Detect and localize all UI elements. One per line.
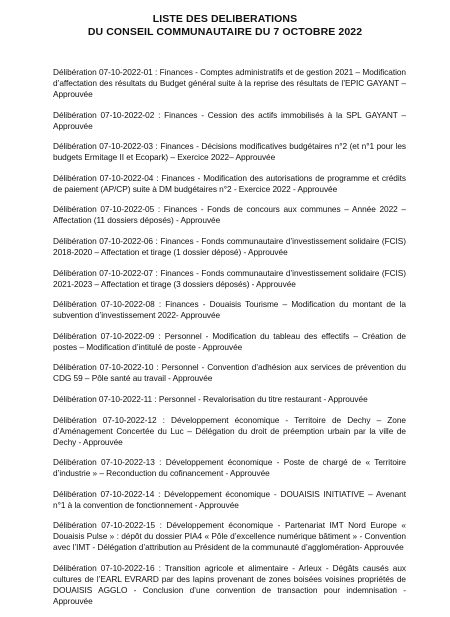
deliberation-item: Délibération 07-10-2022-15 : Développement économique - Partenariat IMT Nord Europe « Douaisis Pulse » : dépôt du dossier PIA4 « Pôle d’excellence numérique bâtiment » - Convention avec l’IMT - Délégation d’attribution au Président de la communauté d’agglomération- Approuvée — [53, 520, 406, 553]
deliberation-item: Délibération 07-10-2022-04 : Finances - Modification des autorisations de programme et crédits de paiement (AP/CP) suite à DM budgétaires n°2 - Exercice 2022 - Approuvée — [53, 172, 406, 194]
deliberation-item: Délibération 07-10-2022-06 : Finances - Fonds communautaire d’investissement solidaire (FCIS) 2018-2020 – Affectation et tirage (1 dossier déposé) - Approuvée — [53, 235, 406, 257]
deliberation-item: Délibération 07-10-2022-12 : Développement économique - Territoire de Dechy – Zone d’Aménagement Concertée du Luc – Délégation du droit de préemption urbain par la ville de Dechy - Approuvée — [53, 414, 406, 447]
deliberation-item: Délibération 07-10-2022-10 : Personnel - Convention d’adhésion aux services de prévention du CDG 59 – Pôle santé au travail - Approuvée — [53, 362, 406, 384]
deliberation-item: Délibération 07-10-2022-16 : Transition agricole et alimentaire - Arleux - Dégâts causés aux cultures de l’EARL EVRARD par des lapins provenant de zones boisées voisines propriétés de DOUAISIS AGGLO - Conclusion d’une convention de transaction pour indemnisation - Approuvée — [53, 562, 406, 606]
deliberation-item: Délibération 07-10-2022-08 : Finances - Douaisis Tourisme – Modification du montant de la subvention d’investissement 2022- Approuvée — [53, 299, 406, 321]
deliberation-item: Délibération 07-10-2022-01 : Finances - Comptes administratifs et de gestion 2021 – Modification d’affectation des résultats du Budget général suite à la reprise des résultats de l’EPIC GAYANT – Approuvée — [53, 67, 406, 99]
deliberation-item: Délibération 07-10-2022-07 : Finances - Fonds communautaire d’investissement solidaire (FCIS) 2021-2023 – Affectation et tirage (3 dossiers déposés) - Approuvée — [53, 267, 406, 289]
deliberation-list — [53, 67, 406, 617]
deliberation-item: Délibération 07-10-2022-05 : Finances - Fonds de concours aux communes – Année 2022 – Affectation (11 dossiers déposés) - Approuvée — [53, 204, 406, 226]
document-title-line-2: DU CONSEIL COMMUNAUTAIRE DU 7 OCTOBRE 2022 — [87, 26, 363, 38]
deliberation-item: Délibération 07-10-2022-03 : Finances - Décisions modificatives budgétaires n°2 (et n°1 pour les budgets Ermitage II et Ecopark) – Exercice 2022– Approuvée — [53, 141, 406, 163]
deliberation-item: Délibération 07-10-2022-14 : Développement économique - DOUAISIS INITIATIVE – Avenant n°1 à la convention de fonctionnement - Approuvée — [53, 488, 406, 510]
deliberation-item: Délibération 07-10-2022-09 : Personnel - Modification du tableau des effectifs – Création de postes – Modification d’intitulé de poste - Approuvée — [53, 330, 406, 352]
deliberation-item: Délibération 07-10-2022-13 : Développement économique - Poste de chargé de « Territoire d’industrie » – Reconduction du cofinancement - Approuvée — [53, 457, 406, 479]
document-title-line-1: LISTE DES DELIBERATIONS — [152, 13, 298, 25]
deliberation-item: Délibération 07-10-2022-11 : Personnel - Revalorisation du titre restaurant - Approuvée — [53, 393, 368, 404]
deliberation-item: Délibération 07-10-2022-02 : Finances - Cession des actifs immobilisés à la SPL GAYANT – Approuvée — [53, 109, 406, 131]
